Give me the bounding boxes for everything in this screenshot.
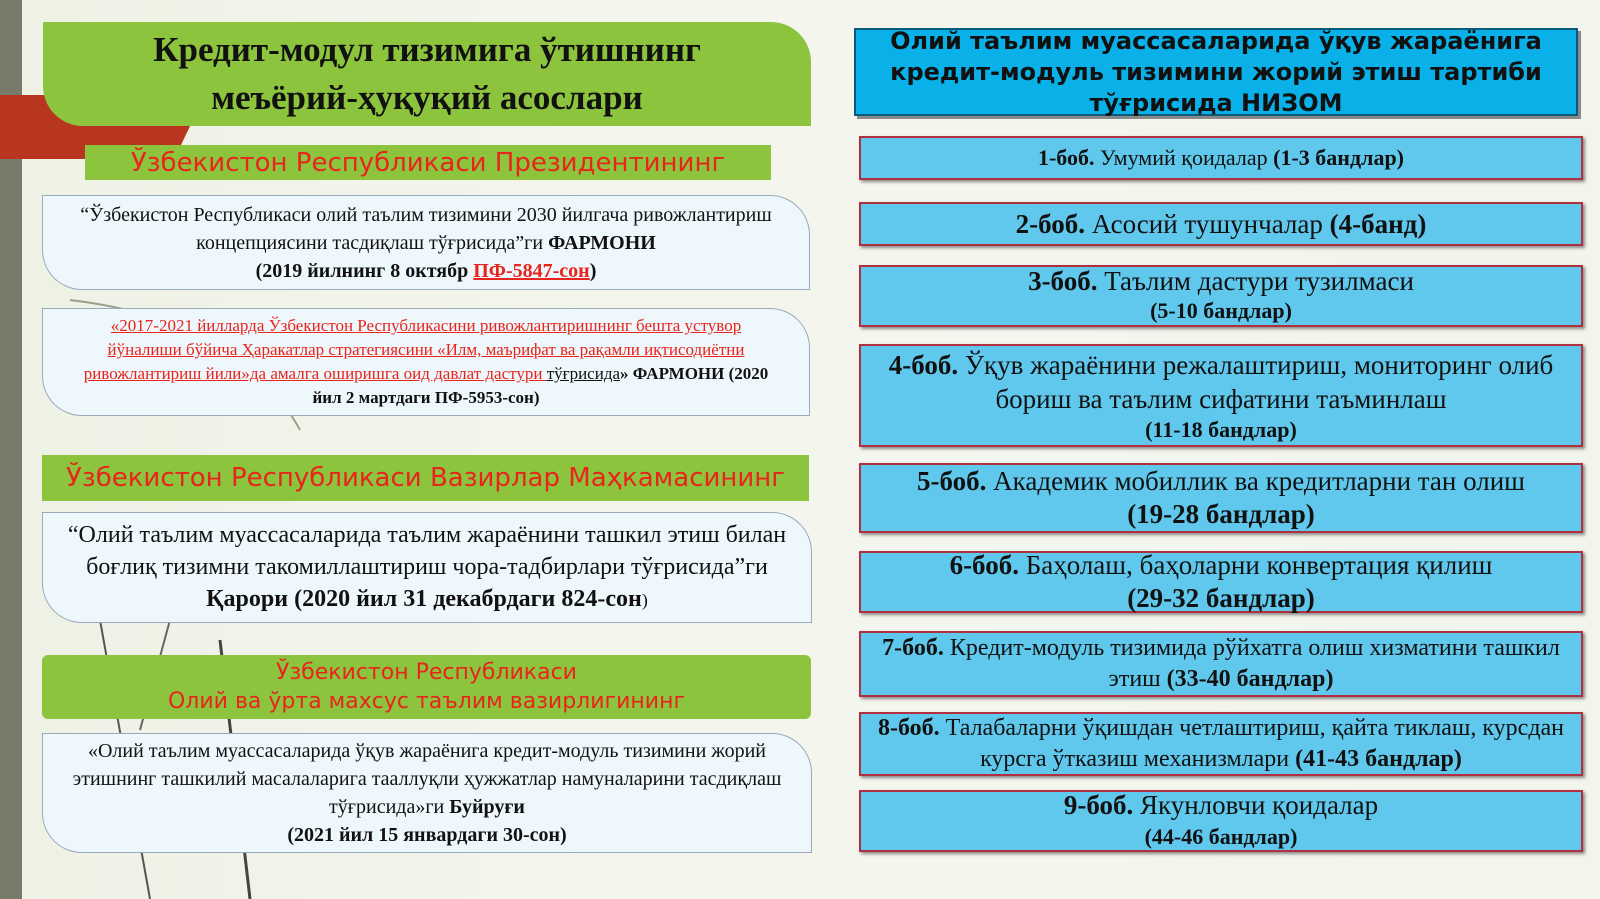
chapter-7-name: Кредит-модуль тизимида рўйхатга олиш хизматини ташкил этиш bbox=[943, 635, 1560, 692]
decree-1-close: ) bbox=[589, 259, 597, 282]
chapter-7-num: 7-боб. bbox=[882, 635, 944, 661]
chapter-8 bbox=[859, 712, 1583, 776]
ministry-type: Буйруғи bbox=[449, 796, 525, 818]
title-line-1: Кредит-модул тизимига ўтишнинг bbox=[153, 30, 701, 69]
chapter-5-items: (19-28 бандлар) bbox=[1127, 499, 1315, 529]
chapter-1-num: 1-боб. bbox=[1037, 145, 1095, 170]
cabinet-type: Қарори bbox=[206, 586, 289, 612]
chapter-4 bbox=[859, 344, 1583, 447]
chapter-2-num: 2-боб. bbox=[1015, 208, 1086, 239]
decree-1-number-link[interactable]: ПФ-5847-сон bbox=[473, 259, 590, 282]
chapter-3-items: (5-10 бандлар) bbox=[1150, 298, 1292, 323]
chapter-8-num: 8-боб. bbox=[877, 715, 940, 741]
nizom-title: Олий таълим муассасаларида ўқув жараёнига кредит-модуль тизимини жорий этиш тартиби тўғрисида НИЗОМ bbox=[890, 26, 1542, 117]
chapter-7-items: (33-40 бандлар) bbox=[1166, 666, 1334, 692]
chapter-3-num: 3-боб. bbox=[1028, 266, 1098, 296]
cabinet-resolution bbox=[42, 512, 812, 623]
chapter-2-items: (4-банд) bbox=[1329, 208, 1427, 239]
decree-1-text: “Ўзбекистон Республикаси олий таълим тизимини 2030 йилгача ривожлантириш концепциясини тасдиқлаш тўғрисида”ги bbox=[80, 203, 772, 254]
chapter-6 bbox=[859, 551, 1583, 613]
ministry-text: «Олий таълим муассасаларида ўқув жараёнига кредит-модуль тизимини жорий этишнинг ташкилий масалаларига тааллуқли ҳужжатлар намуналарини тасдиқлаш тўғрисида»ги bbox=[72, 740, 782, 818]
chapter-4-name: Ўқув жараёнини режалаштириш, мониторинг олиб бориш ва таълим сифатини таъминлаш bbox=[958, 349, 1554, 414]
ministry-label bbox=[42, 655, 811, 719]
chapter-9-items: (44-46 бандлар) bbox=[1144, 824, 1298, 849]
president-decree-1 bbox=[42, 195, 810, 290]
chapter-7 bbox=[859, 631, 1583, 697]
chapter-4-items: (11-18 бандлар) bbox=[1145, 416, 1297, 442]
chapter-2-name: Асосий тушунчалар bbox=[1085, 208, 1330, 239]
cabinet-label-text: Ўзбекистон Республикаси Вазирлар Маҳкамасининг bbox=[66, 463, 785, 493]
decree-1-date: (2019 йилнинг 8 октябр bbox=[255, 259, 474, 282]
ministry-date: (2021 йил 15 январдаги 30-сон) bbox=[287, 824, 567, 846]
chapter-6-num: 6-боб. bbox=[949, 550, 1019, 580]
president-label-text: Ўзбекистон Республикаси Президентининг bbox=[130, 147, 726, 178]
chapter-9-num: 9-боб. bbox=[1063, 790, 1134, 820]
cabinet-close: ) bbox=[641, 590, 648, 610]
chapter-1-name: Умумий қоидалар bbox=[1094, 145, 1274, 170]
cabinet-date: (2020 йил 31 декабрдаги 824-сон bbox=[288, 586, 642, 612]
chapter-5-name: Академик мобиллик ва кредитларни тан олиш bbox=[986, 466, 1525, 496]
chapter-5 bbox=[859, 463, 1583, 533]
chapter-2 bbox=[859, 202, 1583, 246]
chapter-9-name: Якунловчи қоидалар bbox=[1133, 790, 1379, 820]
ministry-label-line-1: Ўзбекистон Республикаси bbox=[276, 660, 577, 685]
decree-2-rest: » ФАРМОНИ (2020 йил 2 мартдаги ПФ-5953-сон) bbox=[312, 364, 769, 407]
president-decree-2 bbox=[42, 308, 810, 416]
chapter-9 bbox=[859, 790, 1583, 852]
chapter-8-items: (41-43 бандлар) bbox=[1295, 746, 1462, 772]
page-title bbox=[43, 22, 811, 126]
chapter-5-num: 5-боб. bbox=[917, 466, 987, 496]
chapter-6-name: Баҳолаш, баҳоларни конвертация қилиш bbox=[1018, 550, 1493, 580]
chapter-3-name: Таълим дастури тузилмаси bbox=[1097, 266, 1414, 296]
chapter-4-num: 4-боб. bbox=[888, 349, 959, 380]
chapter-1-items: (1-3 бандлар) bbox=[1273, 145, 1405, 170]
ministry-order bbox=[42, 733, 812, 853]
president-label bbox=[85, 145, 771, 180]
ministry-label-line-2: Олий ва ўрта махсус таълим вазирлигининг bbox=[167, 689, 686, 714]
chapter-8-name: Талабаларни ўқишдан четлаштириш, қайта тиклаш, курсдан курсга ўтказиш механизмлари bbox=[939, 715, 1565, 772]
decree-1-type: ФАРМОНИ bbox=[548, 231, 656, 254]
chapter-1 bbox=[859, 136, 1583, 180]
title-line-2: меъёрий-ҳуқуқий асослари bbox=[211, 78, 643, 117]
decree-2-link[interactable]: «2017-2021 йилларда Ўзбекистон Республикасини ривожлантиришнинг бешта устувор йўналиши бўйича Ҳаракатлар стратегиясини «Илм, маърифат ва рақамли иқтисодиётни ривожлантириш йили»да амалга оширишга оид давлат дастури bbox=[83, 316, 745, 383]
nizom-title-box bbox=[854, 28, 1578, 116]
cabinet-text: “Олий таълим муассасаларида таълим жараёнини ташкил этиш билан боғлиқ тизимни такомиллаштириш чора-тадбирлари тўғрисида”ги bbox=[67, 522, 787, 580]
chapter-6-items: (29-32 бандлар) bbox=[1127, 583, 1315, 613]
decree-2-link-tail[interactable]: тўғрисида bbox=[546, 364, 621, 383]
chapter-3 bbox=[859, 265, 1583, 327]
cabinet-label bbox=[42, 455, 809, 501]
